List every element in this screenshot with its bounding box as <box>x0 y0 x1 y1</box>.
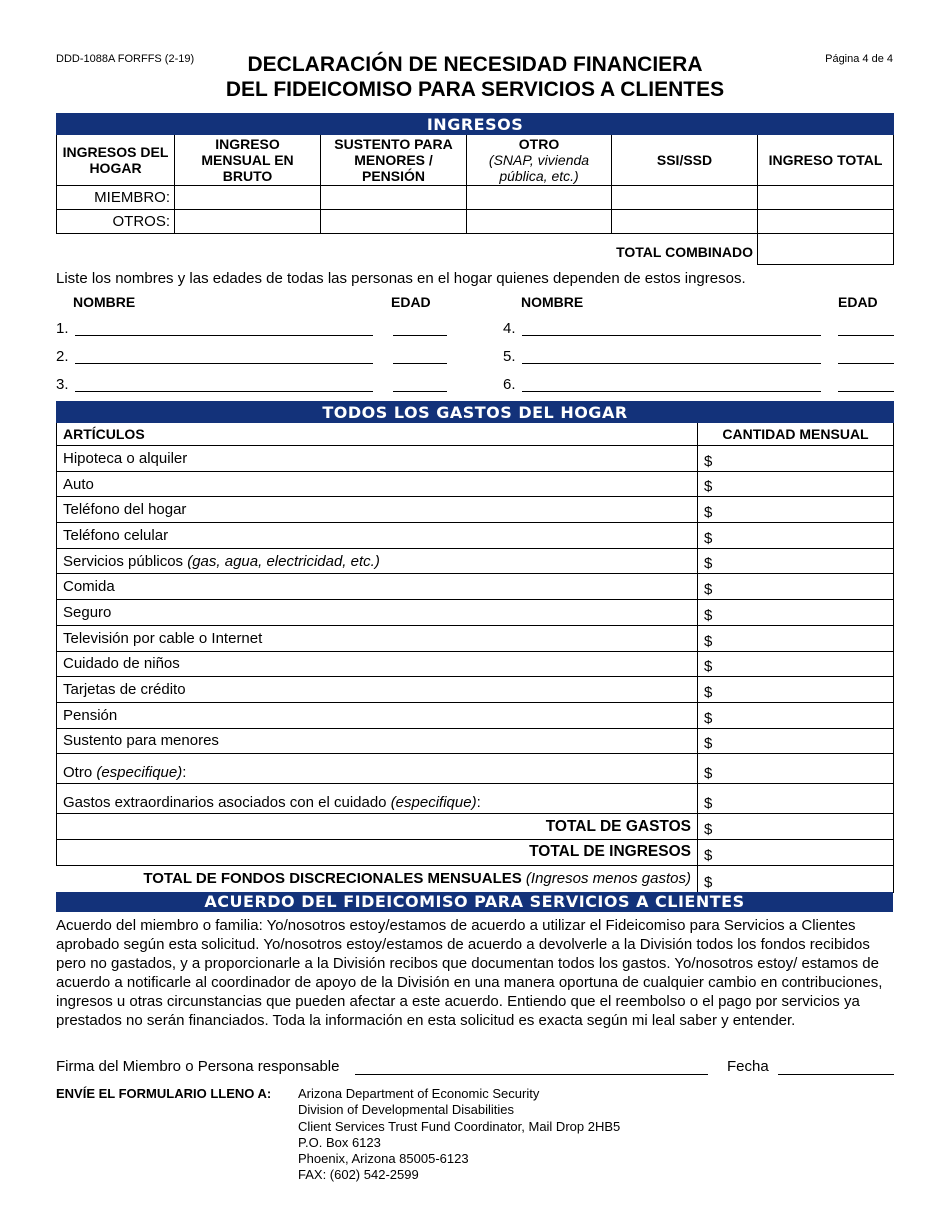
person-name-field[interactable] <box>522 391 821 392</box>
income-total-input[interactable] <box>758 186 894 210</box>
expense-amount-input[interactable]: $ <box>698 497 894 523</box>
person-age-field[interactable] <box>838 391 894 392</box>
person-name-field[interactable] <box>75 335 373 336</box>
person-age-field[interactable] <box>393 363 447 364</box>
combined-total-input[interactable] <box>758 234 894 265</box>
income-col-header: INGRESO MENSUAL EN BRUTO <box>175 135 321 186</box>
income-col-header: INGRESOS DEL HOGAR <box>57 135 175 186</box>
person-age-field[interactable] <box>393 335 447 336</box>
discretionary-input[interactable]: $ <box>698 865 894 892</box>
expense-row <box>57 728 894 754</box>
income-row-others <box>57 210 894 234</box>
expense-item-label: Auto <box>57 471 698 497</box>
income-other-input[interactable] <box>467 210 612 234</box>
page-title <box>0 52 950 102</box>
expense-item-label: Teléfono del hogar <box>57 497 698 523</box>
expense-row <box>57 548 894 574</box>
total-income-row <box>57 839 894 865</box>
person-number: 3. <box>56 376 69 393</box>
expense-amount-input[interactable]: $ <box>698 574 894 600</box>
income-row-label: MIEMBRO: <box>57 186 175 210</box>
expense-item-label: Gastos extraordinarios asociados con el cuidado (especifique): <box>57 784 698 814</box>
combined-total-label: TOTAL COMBINADO <box>616 244 753 260</box>
expense-row <box>57 497 894 523</box>
mailing-address <box>298 1086 620 1184</box>
person-name-field[interactable] <box>75 391 373 392</box>
expense-row <box>57 574 894 600</box>
household-intro: Liste los nombres y las edades de todas las personas en el hogar quienes dependen de estos ingresos. <box>56 270 746 287</box>
page-number: Página 4 de 4 <box>825 53 893 65</box>
income-col-header: SSI/SSD <box>612 135 758 186</box>
expense-amount-input[interactable]: $ <box>698 702 894 728</box>
income-col-header: INGRESO TOTAL <box>758 135 894 186</box>
person-name-field[interactable] <box>522 363 821 364</box>
total-expenses-row <box>57 814 894 840</box>
expense-amount-input[interactable]: $ <box>698 754 894 784</box>
address-line: Arizona Department of Economic Security <box>298 1086 540 1101</box>
expense-item-label: Cuidado de niños <box>57 651 698 677</box>
income-col-header: SUSTENTO PARA MENORES / PENSIÓN <box>321 135 467 186</box>
name-header: NOMBRE <box>521 294 584 310</box>
income-other-input[interactable] <box>467 186 612 210</box>
expense-amount-input[interactable]: $ <box>698 728 894 754</box>
expense-amount-input[interactable]: $ <box>698 471 894 497</box>
person-number: 6. <box>503 376 516 393</box>
expense-item-label: Teléfono celular <box>57 523 698 549</box>
person-age-field[interactable] <box>838 335 894 336</box>
expense-amount-input[interactable]: $ <box>698 677 894 703</box>
expense-row <box>57 754 894 784</box>
title-line-1: DECLARACIÓN DE NECESIDAD FINANCIERA <box>247 53 703 76</box>
income-col-header: OTRO (SNAP, vivienda pública, etc.) <box>467 135 612 186</box>
expenses-header-row <box>57 423 894 446</box>
address-line: FAX: (602) 542-2599 <box>298 1167 419 1183</box>
expense-item-label: Otro (especifique): <box>57 754 698 784</box>
expense-amount-input[interactable]: $ <box>698 446 894 472</box>
signature-field[interactable] <box>355 1074 708 1075</box>
name-header: NOMBRE <box>73 294 136 310</box>
income-total-input[interactable] <box>758 210 894 234</box>
total-income-label: TOTAL DE INGRESOS <box>57 839 698 865</box>
expenses-table <box>56 401 894 893</box>
income-support-input[interactable] <box>321 210 467 234</box>
income-total-row <box>57 234 894 265</box>
expense-row <box>57 702 894 728</box>
agreement-text: Acuerdo del miembro o familia: Yo/nosotros estoy/estamos de acuerdo a utilizar el Fideicomiso para Servicios a Clientes aprobado según esta solicitud. Yo/nosotros estoy/estamos de acuerdo a devolverle a la División todos los fondos recibidos pero no gastados, y a proporcionarle a la División recibos que documentan todos los gastos. Yo/nosotros estoy/ estamos de acuerdo a notificarle al coordinador de apoyo de la División en una manera oportuna de cualquier cambio en contribuciones, ingresos u otras circunstancias que pueden afectar a este acuerdo. Entiendo que el reembolso o el pago por servicios ya prestados no serán financiados. Toda la información en esta solicitud es exacta según mi leal saber y entender. <box>56 917 883 1029</box>
expense-row <box>57 651 894 677</box>
expense-row <box>57 600 894 626</box>
income-header-row <box>57 135 894 186</box>
person-age-field[interactable] <box>393 391 447 392</box>
form-code: DDD-1088A FORFFS (2-19) <box>56 53 195 65</box>
agreement-section-title: ACUERDO DEL FIDEICOMISO PARA SERVICIOS A CLIENTES <box>56 892 893 912</box>
expense-row <box>57 523 894 549</box>
expense-item-label: Televisión por cable o Internet <box>57 625 698 651</box>
expense-item-label: Comida <box>57 574 698 600</box>
discretionary-label: TOTAL DE FONDOS DISCRECIONALES MENSUALES (Ingresos menos gastos) <box>57 865 698 892</box>
expense-amount-input[interactable]: $ <box>698 784 894 814</box>
discretionary-row <box>57 865 894 892</box>
expense-amount-input[interactable]: $ <box>698 625 894 651</box>
person-name-field[interactable] <box>522 335 821 336</box>
income-row-member <box>57 186 894 210</box>
title-line-2: DEL FIDEICOMISO PARA SERVICIOS A CLIENTES <box>225 78 725 101</box>
expenses-section-title: TODOS LOS GASTOS DEL HOGAR <box>57 402 894 423</box>
send-to-label: ENVÍE EL FORMULARIO LLENO A: <box>56 1086 272 1101</box>
income-gross-input[interactable] <box>175 186 321 210</box>
expense-item-label: Tarjetas de crédito <box>57 677 698 703</box>
expense-amount-input[interactable]: $ <box>698 600 894 626</box>
income-support-input[interactable] <box>321 186 467 210</box>
income-row-label: OTROS: <box>57 210 175 234</box>
expense-row <box>57 446 894 472</box>
expense-item-label: Pensión <box>57 702 698 728</box>
income-ssi-input[interactable] <box>612 210 758 234</box>
income-ssi-input[interactable] <box>612 186 758 210</box>
expense-amount-input[interactable]: $ <box>698 523 894 549</box>
expense-row <box>57 784 894 814</box>
address-line: Client Services Trust Fund Coordinator, Mail Drop 2HB5 <box>298 1118 621 1134</box>
signature-label: Firma del Miembro o Persona responsable <box>56 1058 340 1075</box>
date-label: Fecha <box>727 1058 769 1075</box>
expense-item-label: Sustento para menores <box>57 728 698 754</box>
address-line: P.O. Box 6123 <box>298 1134 381 1150</box>
expense-row <box>57 471 894 497</box>
income-table <box>56 113 894 265</box>
income-section-title: INGRESOS <box>57 114 894 135</box>
total-expenses-input[interactable]: $ <box>698 814 894 840</box>
expense-item-label: Hipoteca o alquiler <box>57 446 698 472</box>
total-income-input[interactable]: $ <box>698 839 894 865</box>
income-gross-input[interactable] <box>175 210 321 234</box>
expense-item-label: Seguro <box>57 600 698 626</box>
date-field[interactable] <box>778 1074 894 1075</box>
items-col-header: ARTÍCULOS <box>57 423 698 446</box>
address-line: Division of Developmental Disabilities <box>298 1102 515 1118</box>
person-number: 2. <box>56 348 69 365</box>
person-age-field[interactable] <box>838 363 894 364</box>
expense-row <box>57 625 894 651</box>
age-header: EDAD <box>391 294 431 310</box>
expense-item-label: Servicios públicos (gas, agua, electricidad, etc.) <box>57 548 698 574</box>
expense-amount-input[interactable]: $ <box>698 651 894 677</box>
age-header: EDAD <box>838 294 878 310</box>
person-number: 1. <box>56 320 69 337</box>
expense-row <box>57 677 894 703</box>
person-number: 4. <box>503 320 516 337</box>
address-line: Phoenix, Arizona 85005-6123 <box>298 1151 469 1167</box>
person-name-field[interactable] <box>75 363 373 364</box>
person-number: 5. <box>503 348 516 365</box>
expense-amount-input[interactable]: $ <box>698 548 894 574</box>
total-expenses-label: TOTAL DE GASTOS <box>57 814 698 840</box>
amount-col-header: CANTIDAD MENSUAL <box>698 423 894 446</box>
